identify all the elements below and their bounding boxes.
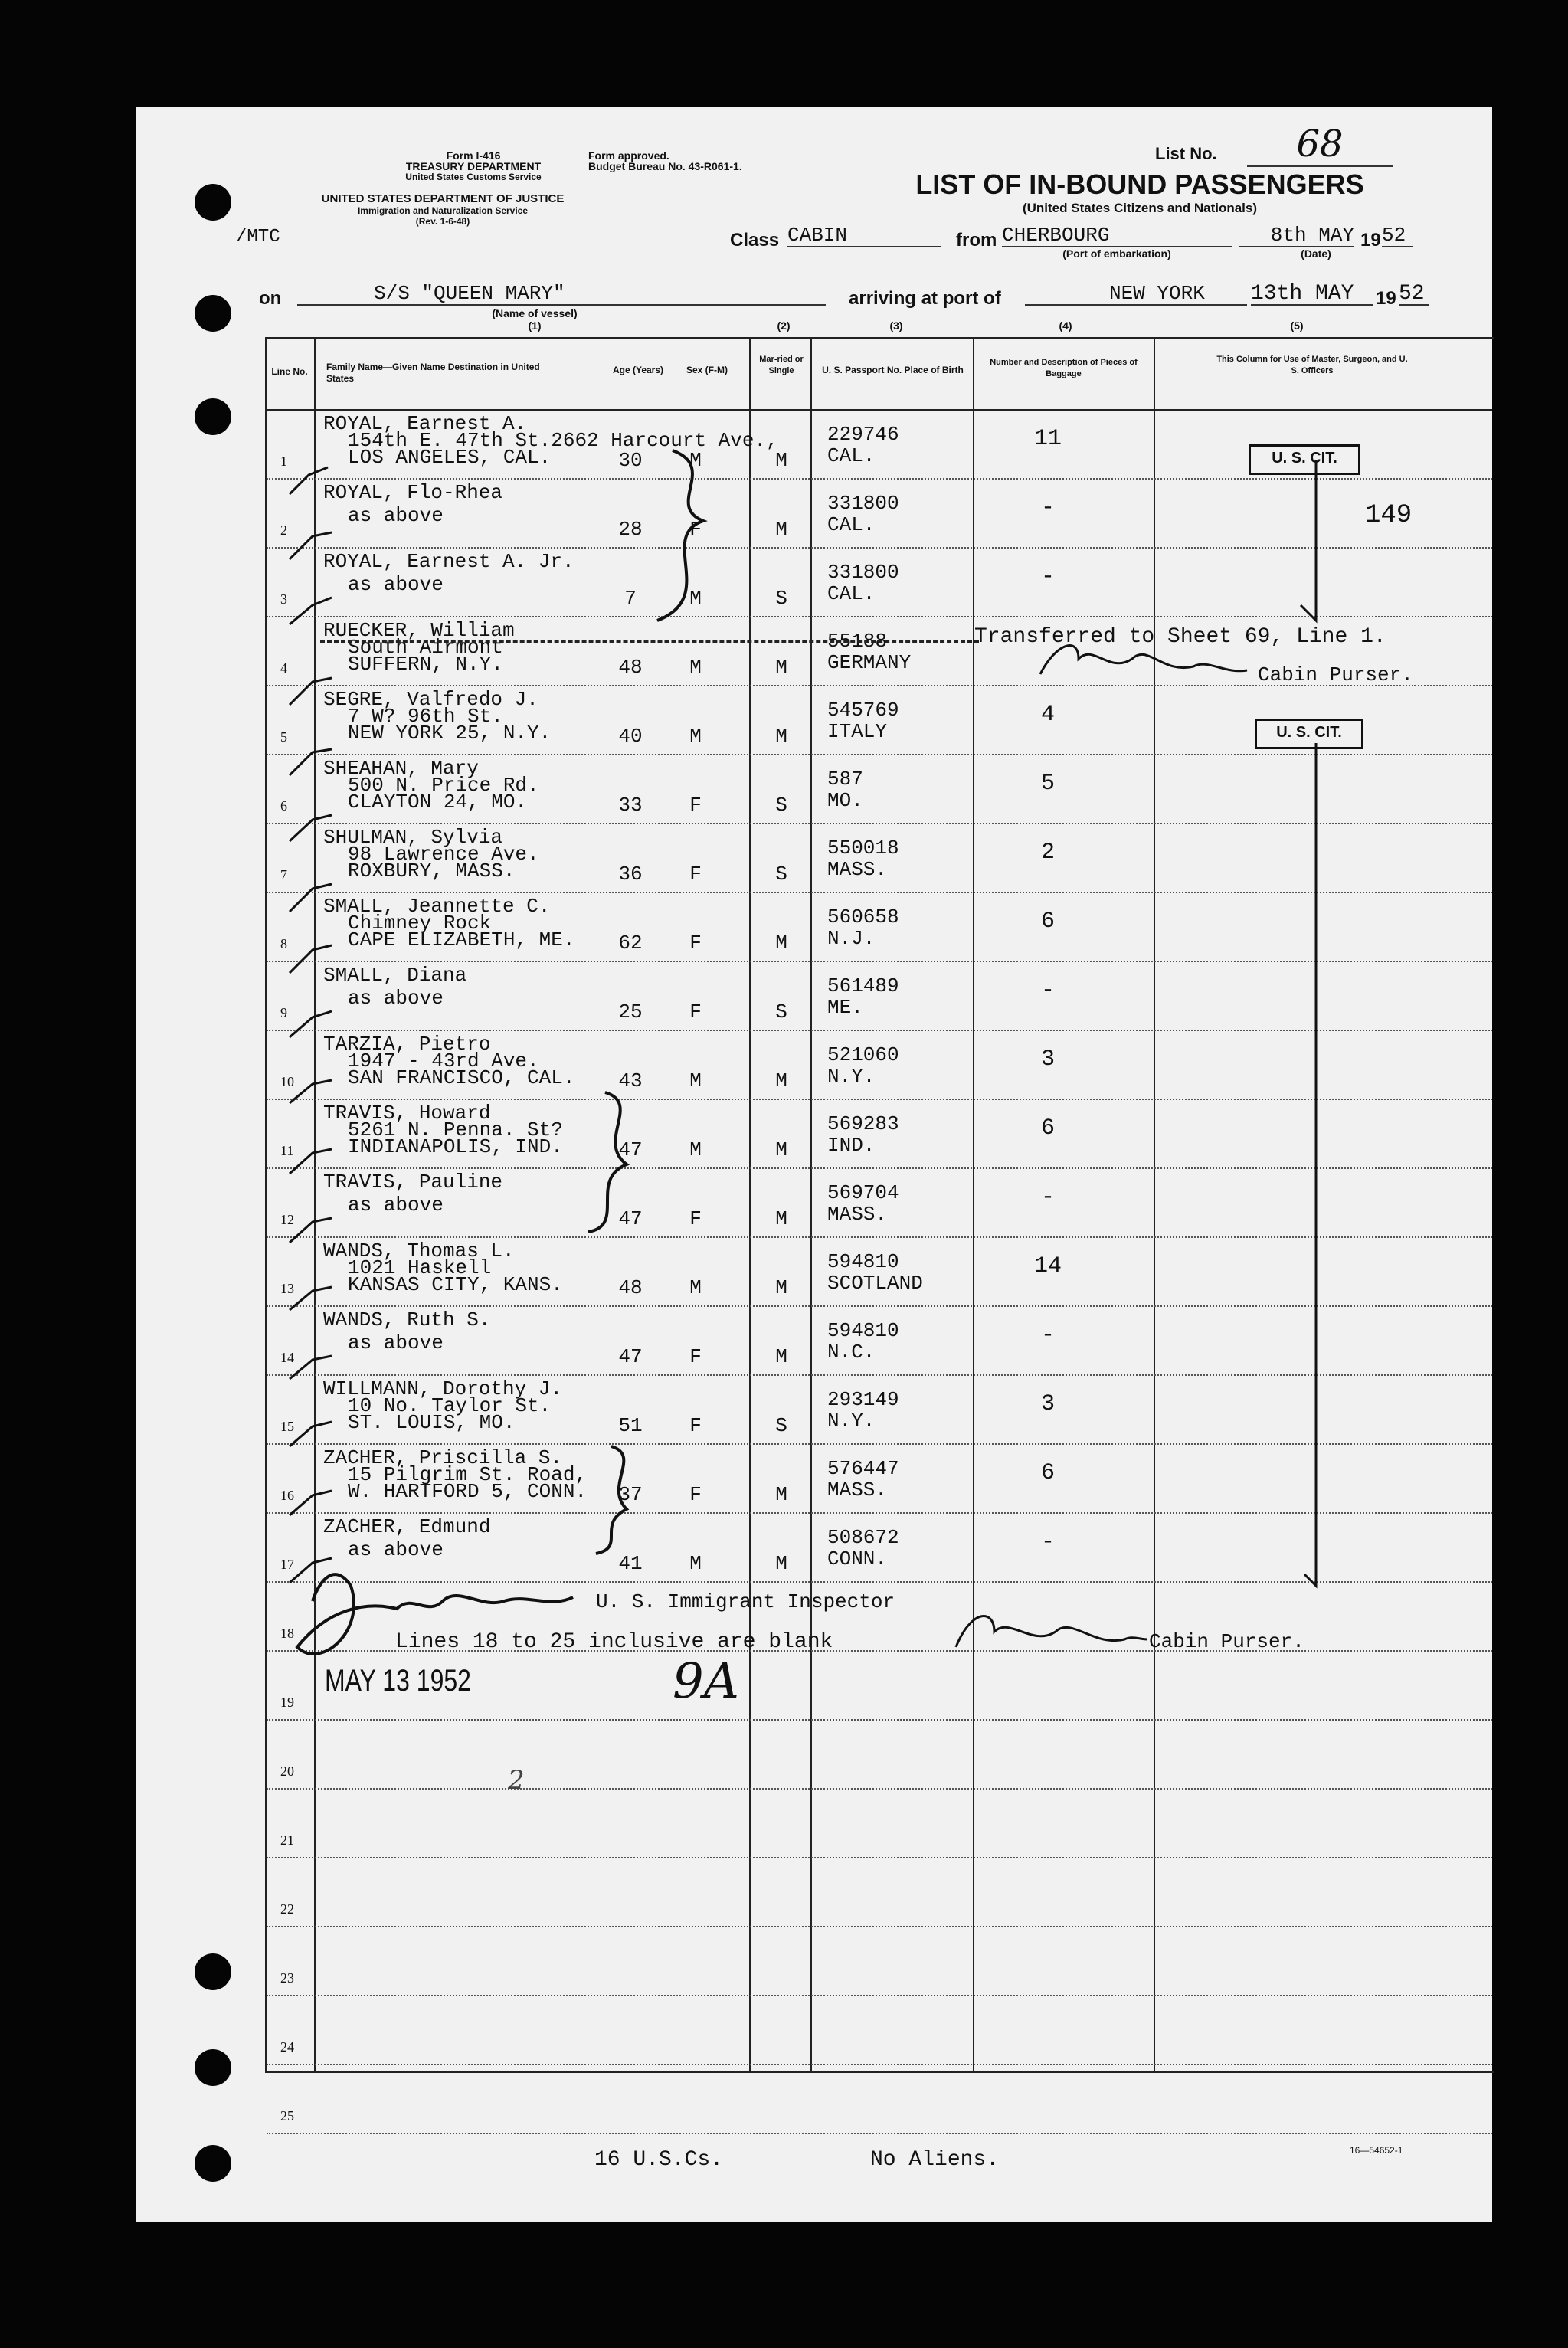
from-label: from: [956, 230, 997, 251]
baggage-count: 6: [1040, 1115, 1055, 1141]
address-line-2: W. HARTFORD 5, CONN.: [348, 1480, 588, 1503]
address-line-2: KANSAS CITY, KANS.: [348, 1273, 563, 1296]
check-marks: [290, 467, 332, 1583]
age: 62: [618, 932, 643, 955]
sex: M: [689, 587, 702, 610]
line-number: 10: [280, 1074, 294, 1089]
passport-number: 508672: [827, 1526, 899, 1549]
baggage-count: 11: [1033, 426, 1062, 452]
departure-date: 8th MAY: [1239, 225, 1354, 247]
passport-number: 545769: [827, 699, 899, 722]
address-line-2: CAPE ELIZABETH, ME.: [348, 928, 575, 951]
us-cit-stamp: U. S. CIT.: [1249, 444, 1360, 475]
brace-mark-icon: [657, 450, 703, 621]
line-number: 1: [280, 454, 287, 469]
age: 48: [618, 656, 643, 679]
address-line-1: 154th E. 47th St.2662 Harcourt Ave.,: [348, 429, 778, 452]
address-line-2: SAN FRANCISCO, CAL.: [348, 1066, 575, 1089]
header-name: Family Name—Given Name Destination in United States: [326, 362, 540, 384]
col-num-2: (2): [777, 319, 791, 332]
passport-number: 55188: [827, 630, 888, 653]
line-number: 12: [280, 1212, 294, 1227]
class-label: Class: [730, 230, 780, 251]
place-of-birth: CAL.: [827, 444, 876, 467]
marital-status: M: [775, 932, 787, 955]
place-of-birth: CAL.: [827, 513, 876, 536]
lines-blank-note: Lines 18 to 25 inclusive are blank: [395, 1630, 833, 1654]
passport-number: 331800: [827, 492, 899, 515]
age: 36: [618, 863, 643, 886]
marital-status: M: [775, 449, 787, 472]
age: 51: [618, 1414, 643, 1437]
address-line-2: ST. LOUIS, MO.: [348, 1411, 516, 1434]
passport-number: 229746: [827, 423, 899, 446]
address-line-2: CLAYTON 24, MO.: [348, 791, 528, 814]
baggage-count: -: [1040, 978, 1055, 1004]
sex: M: [689, 1552, 702, 1575]
form-approved: Form approved.: [588, 149, 669, 162]
header-age: Age (Years): [612, 365, 664, 375]
handwritten-marks: [136, 107, 1492, 2222]
passenger-name: TRAVIS, Pauline: [323, 1171, 503, 1194]
pencil-mark: 2: [508, 1765, 525, 1796]
arriving-label: arriving at port of: [849, 288, 1001, 309]
count-149: 149: [1365, 501, 1413, 530]
header-line-no: Line No.: [271, 366, 308, 377]
marital-status: M: [775, 1138, 787, 1161]
address-line-1: 10 No. Taylor St.: [348, 1394, 552, 1417]
class-value: CABIN: [787, 225, 941, 247]
place-of-birth: N.Y.: [827, 1065, 876, 1088]
marital-status: M: [775, 1345, 787, 1368]
passenger-name: SHULMAN, Sylvia: [323, 826, 503, 849]
year-prefix: 19: [1360, 230, 1381, 251]
line-number: 16: [280, 1488, 294, 1503]
sex: F: [689, 1483, 702, 1506]
address-line-1: as above: [348, 1538, 444, 1561]
dept-treasury: TREASURY DEPARTMENT: [405, 160, 542, 172]
baggage-count: -: [1040, 495, 1055, 521]
address-line-1: 500 N. Price Rd.: [348, 774, 539, 797]
marital-status: M: [775, 1483, 787, 1506]
line-number: 11: [280, 1143, 294, 1158]
passenger-name: ROYAL, Flo-Rhea: [323, 481, 503, 504]
arrival-year: 52: [1399, 283, 1429, 306]
sex: F: [689, 794, 702, 817]
list-no-value: 68: [1247, 123, 1393, 167]
baggage-count: -: [1040, 564, 1055, 590]
passport-number: 331800: [827, 561, 899, 584]
immigrant-inspector-label: U. S. Immigrant Inspector: [596, 1590, 895, 1613]
passenger-name: SEGRE, Valfredo J.: [323, 688, 538, 711]
arrow-line-icon: [1301, 460, 1316, 621]
place-of-birth: SCOTLAND: [827, 1272, 923, 1295]
date-stamp: MAY 13 1952: [325, 1664, 471, 1698]
passport-number: 587: [827, 768, 863, 791]
place-of-birth: CAL.: [827, 582, 876, 605]
baggage-count: -: [1040, 1529, 1055, 1555]
age: 33: [618, 794, 643, 817]
sex: F: [689, 518, 702, 541]
sex: F: [689, 1414, 702, 1437]
address-line-1: as above: [348, 573, 444, 596]
passenger-name: ZACHER, Edmund: [323, 1515, 491, 1538]
passenger-name: WANDS, Thomas L.: [323, 1239, 515, 1262]
passport-number: 560658: [827, 905, 899, 928]
passport-number: 550018: [827, 837, 899, 860]
passport-number: 569704: [827, 1181, 899, 1204]
address-line-1: 15 Pilgrim St. Road,: [348, 1463, 588, 1486]
passenger-name: ZACHER, Priscilla S.: [323, 1446, 563, 1469]
line-number: 2: [280, 522, 287, 538]
marital-status: S: [775, 1000, 787, 1023]
passport-number: 594810: [827, 1319, 899, 1342]
mtc-code: /MTC: [236, 227, 280, 247]
address-line-1: as above: [348, 987, 444, 1010]
place-of-birth: CONN.: [827, 1547, 888, 1570]
list-no-label: List No.: [1155, 144, 1217, 163]
col-num-1: (1): [528, 319, 542, 332]
port-of-arrival: NEW YORK: [1025, 283, 1247, 306]
header-baggage: Number and Description of Pieces of Baggage: [990, 358, 1138, 378]
address-line-2: INDIANAPOLIS, IND.: [348, 1135, 563, 1158]
from-value: CHERBOURG: [1002, 225, 1232, 247]
marital-status: M: [775, 1207, 787, 1230]
place-of-birth: MASS.: [827, 858, 888, 881]
sex: F: [689, 932, 702, 955]
age: 47: [618, 1345, 643, 1368]
marital-status: M: [775, 1552, 787, 1575]
sex: F: [689, 1207, 702, 1230]
dept-justice: UNITED STATES DEPARTMENT OF JUSTICE: [321, 192, 565, 205]
passenger-name: TARZIA, Pietro: [323, 1033, 491, 1056]
baggage-count: 3: [1040, 1391, 1055, 1417]
baggage-count: 6: [1040, 1460, 1055, 1486]
place-of-birth: GERMANY: [827, 651, 912, 674]
marital-status: M: [775, 518, 787, 541]
vessel-caption: (Name of vessel): [492, 307, 578, 319]
budget-bureau: Budget Bureau No. 43-R061-1.: [588, 160, 742, 172]
sex: F: [689, 1000, 702, 1023]
address-line-1: 5261 N. Penna. St?: [348, 1118, 563, 1141]
header-sex: Sex (F-M): [686, 365, 728, 375]
marital-status: M: [775, 1069, 787, 1092]
baggage-count: 2: [1040, 840, 1055, 866]
departure-year: 52: [1382, 225, 1413, 247]
line-number: 15: [280, 1419, 294, 1434]
sex: M: [689, 1276, 702, 1299]
line-number: 24: [280, 2039, 294, 2055]
arrow-line-icon: [1304, 743, 1316, 1586]
address-line-2: NEW YORK 25, N.Y.: [348, 722, 552, 745]
baggage-count: -: [1040, 1184, 1055, 1210]
place-of-birth: ME.: [827, 996, 863, 1019]
place-of-birth: N.C.: [827, 1341, 876, 1364]
vessel-name: S/S "QUEEN MARY": [297, 283, 826, 306]
form-number: Form I-416: [446, 149, 501, 162]
header-married: Mar-ried or Single: [759, 355, 804, 375]
marital-status: S: [775, 794, 787, 817]
sex: F: [689, 1345, 702, 1368]
line-number: 9: [280, 1005, 287, 1020]
sex: M: [689, 1069, 702, 1092]
date-caption: (Date): [1301, 247, 1331, 260]
line-number: 17: [280, 1557, 294, 1572]
passport-number: 521060: [827, 1043, 899, 1066]
cabin-purser-note-top: Cabin Purser.: [1258, 663, 1413, 686]
arrival-year-prefix: 19: [1376, 288, 1396, 309]
passenger-name: WILLMANN, Dorothy J.: [323, 1377, 563, 1400]
signature-icon: [956, 1616, 1147, 1647]
passport-number: 561489: [827, 974, 899, 997]
line-number: 25: [280, 2108, 294, 2124]
passenger-name: SMALL, Diana: [323, 964, 467, 987]
address-line-1: as above: [348, 504, 444, 527]
cabin-purser-bottom: Cabin Purser.: [1149, 1630, 1304, 1653]
footer-no-aliens: No Aliens.: [870, 2148, 1000, 2172]
address-line-2: SUFFERN, N.Y.: [348, 653, 503, 676]
place-of-birth: N.J.: [827, 927, 876, 950]
line-number: 13: [280, 1281, 294, 1296]
age: 30: [618, 449, 643, 472]
baggage-count: 4: [1040, 702, 1055, 728]
age: 47: [618, 1138, 643, 1161]
passenger-name: SMALL, Jeannette C.: [323, 895, 551, 918]
address-line-1: 7 W? 96th St.: [348, 705, 503, 728]
age: 37: [618, 1483, 643, 1506]
passenger-name: SHEAHAN, Mary: [323, 757, 479, 780]
address-line-1: 98 Lawrence Ave.: [348, 843, 539, 866]
address-line-1: South Airmont: [348, 636, 503, 659]
footer-citizens-count: 16 U.S.Cs.: [594, 2148, 724, 2172]
passport-number: 576447: [827, 1457, 899, 1480]
place-of-birth: N.Y.: [827, 1410, 876, 1433]
address-line-2: ROXBURY, MASS.: [348, 860, 516, 883]
passenger-name: ROYAL, Earnest A.: [323, 412, 527, 435]
age: 41: [618, 1552, 643, 1575]
manifest-page: [136, 107, 1492, 2222]
form-revision: (Rev. 1-6-48): [415, 216, 470, 227]
sex: M: [689, 1138, 702, 1161]
place-of-birth: MASS.: [827, 1479, 888, 1501]
form-title: LIST OF IN-BOUND PASSENGERS: [915, 169, 1364, 200]
marital-status: S: [775, 863, 787, 886]
baggage-count: 14: [1033, 1253, 1062, 1279]
place-of-birth: ITALY: [827, 720, 888, 743]
place-of-birth: MASS.: [827, 1203, 888, 1226]
passport-number: 594810: [827, 1250, 899, 1273]
age: 48: [618, 1276, 643, 1299]
dept-justice-sub: Immigration and Naturalization Service: [357, 205, 529, 216]
line-number: 19: [280, 1695, 294, 1710]
line-number: 5: [280, 729, 287, 745]
inspector-initials: 9A: [673, 1653, 739, 1710]
line-number: 21: [280, 1832, 294, 1848]
line-number: 23: [280, 1970, 294, 1986]
address-line-1: as above: [348, 1194, 444, 1217]
marital-status: S: [775, 1414, 787, 1437]
header-officers: This Column for Use of Master, Surgeon, and U. S. Officers: [1216, 355, 1408, 375]
address-line-1: 1021 Haskell: [348, 1256, 492, 1279]
transfer-note: Transferred to Sheet 69, Line 1.: [974, 625, 1386, 649]
baggage-count: -: [1040, 1322, 1055, 1348]
address-line-1: 1947 - 43rd Ave.: [348, 1050, 539, 1072]
age: 25: [618, 1000, 643, 1023]
passenger-name: TRAVIS, Howard: [323, 1102, 491, 1125]
line-number: 4: [280, 660, 287, 676]
brace-mark-icon: [596, 1446, 627, 1554]
marital-status: M: [775, 1276, 787, 1299]
passenger-name: ROYAL, Earnest A. Jr.: [323, 550, 574, 573]
us-cit-stamp-2: U. S. CIT.: [1255, 719, 1363, 749]
on-label: on: [259, 288, 282, 309]
brace-mark-icon: [588, 1092, 627, 1232]
sex: M: [689, 656, 702, 679]
col-num-5: (5): [1290, 319, 1304, 332]
line-number: 22: [280, 1901, 294, 1917]
passport-number: 293149: [827, 1388, 899, 1411]
passport-number: 569283: [827, 1112, 899, 1135]
marital-status: S: [775, 587, 787, 610]
passenger-name: RUECKER, William: [323, 619, 515, 642]
form-subtitle: (United States Citizens and Nationals): [1022, 201, 1258, 215]
marital-status: M: [775, 725, 787, 748]
dept-treasury-sub: United States Customs Service: [405, 172, 542, 182]
place-of-birth: IND.: [827, 1134, 876, 1157]
line-number: 6: [280, 798, 287, 814]
line-number: 18: [280, 1626, 294, 1641]
footer-form-code: 16—54652-1: [1350, 2145, 1403, 2156]
line-number: 3: [280, 591, 287, 607]
age: 28: [618, 518, 643, 541]
line-number: 20: [280, 1763, 294, 1779]
passenger-name: WANDS, Ruth S.: [323, 1308, 491, 1331]
sex: M: [689, 449, 702, 472]
address-line-2: LOS ANGELES, CAL.: [348, 446, 552, 469]
line-number: 14: [280, 1350, 294, 1365]
sex: M: [689, 725, 702, 748]
col-num-3: (3): [889, 319, 903, 332]
signature-icon: [1040, 646, 1247, 674]
age: 7: [624, 587, 637, 610]
age: 43: [618, 1069, 643, 1092]
baggage-count: 6: [1040, 909, 1055, 935]
marital-status: M: [775, 656, 787, 679]
line-number: 8: [280, 936, 287, 951]
address-line-1: as above: [348, 1331, 444, 1354]
sex: F: [689, 863, 702, 886]
col-num-4: (4): [1059, 319, 1072, 332]
baggage-count: 5: [1040, 771, 1055, 797]
header-passport: U. S. Passport No. Place of Birth: [822, 365, 964, 375]
arrival-date: 13th MAY: [1251, 283, 1373, 306]
address-line-1: Chimney Rock: [348, 912, 492, 935]
age: 47: [618, 1207, 643, 1230]
place-of-birth: MO.: [827, 789, 863, 812]
baggage-count: 3: [1040, 1046, 1055, 1072]
line-number: 7: [280, 867, 287, 883]
signature-icon: [297, 1574, 573, 1654]
age: 40: [618, 725, 643, 748]
from-caption: (Port of embarkation): [1062, 247, 1171, 260]
